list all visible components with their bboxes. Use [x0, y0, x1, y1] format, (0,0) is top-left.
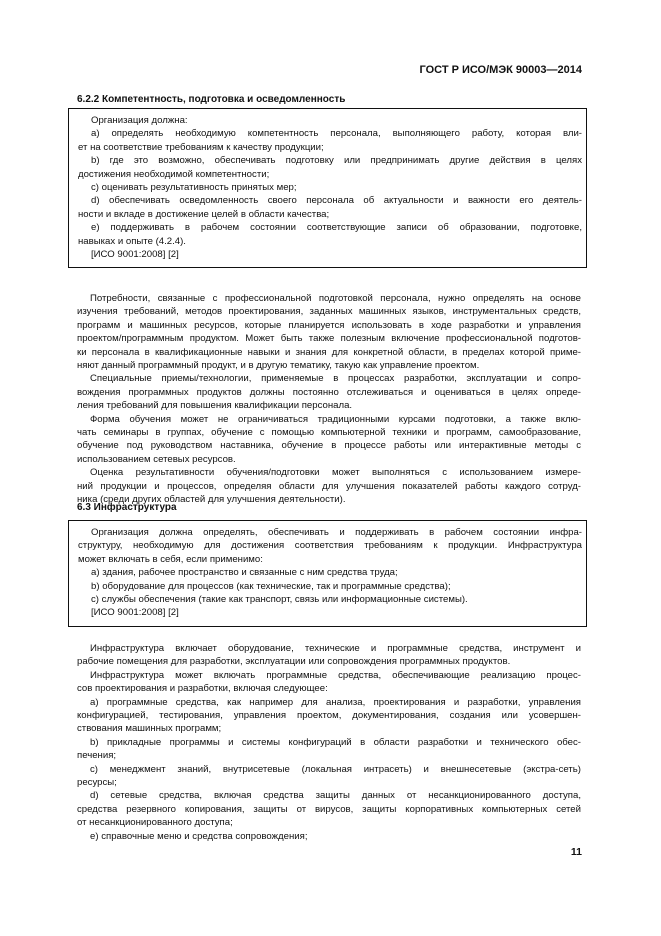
text-line: вождения программных продуктов должны постоянно отслеживаться и оцениваться в целях опреде-: [77, 386, 581, 398]
text-line: чать семинары в группах, обучение с помощью компьютерной техники и программ, самообразование,: [77, 427, 581, 439]
text-line: обучение под руководством наставника, обучение в процессе работы или интерактивные методы с: [77, 440, 581, 452]
text-line: использованием сетевых ресурсов.: [77, 453, 236, 465]
text-line: сов проектирования и разработки, включая следующее:: [77, 683, 328, 695]
text-line: ствования машинных программ;: [77, 723, 222, 735]
text-line: [ИСО 9001:2008] [2]: [91, 249, 179, 261]
text-line: няют данный программный продукт, и в другую тематику, такую как управление проектом.: [77, 360, 480, 372]
text-line: рабочие помещения для разработки, эксплуатации или сопровождения программных продуктов.: [77, 656, 511, 668]
text-line: Специальные приемы/технологии, применяемые в процессах разработки, эксплуатации и сопро-: [90, 373, 581, 385]
text-line: ресурсы;: [77, 777, 117, 789]
text-line: ний продукции и процессов, определяя области для улучшения показателей работы каждого сотруд-: [77, 480, 581, 492]
text-line: ки персонала в квалификационные навыки и знания для конкретной области, в пределах которой приме-: [77, 346, 581, 358]
text-line: Инфраструктура может включать программные средства, обеспечивающие реализацию процес-: [90, 669, 581, 681]
text-line: средства резервного копирования, защиты от вирусов, защиты корпоративных компьютерных сетей: [77, 803, 581, 815]
text-line: достижения необходимой компетентности;: [78, 168, 270, 180]
text-line: ности и вкладе в достижение целей в области качества;: [78, 208, 330, 220]
text-line: Потребности, связанные с профессиональной подготовкой персонала, нужно определять на основе: [90, 293, 581, 304]
text-line: e) поддерживать в рабочем состоянии соответствующие записи об образовании, подготовке,: [91, 222, 582, 234]
text-line: навыках и опыте (4.2.4).: [78, 235, 186, 247]
text-line: Организация должна определять, обеспечивать и поддерживать в рабочем состоянии инфра-: [91, 527, 582, 538]
text-line: a) определять необходимую компетентность персонала, выполняющего работу, которая вли-: [91, 128, 582, 140]
text-line: c) менеджмент знаний, внутрисетевые (локальная интрасеть) и внешнесетевые (экстра-сеть): [90, 763, 581, 775]
section-heading-6-3: 6.3 Инфраструктура: [77, 502, 177, 513]
text-line: a) программные средства, как например для анализа, проектирования и разработки, управления: [90, 696, 581, 708]
text-line: a) здания, рабочее пространство и связанные с ним средства труда;: [91, 567, 398, 579]
text-line: b) прикладные программы и системы конфигураций в области разработки и технического обес-: [90, 736, 581, 748]
body-text-competence: [77, 292, 581, 507]
section-heading-6-2-2: 6.2.2 Компетентность, подготовка и осведомленность: [77, 94, 346, 105]
quote-text: [78, 114, 582, 261]
text-line: e) справочные меню и средства сопровождения;: [90, 830, 308, 842]
page-number: 11: [570, 846, 582, 858]
text-line: проектом/программным продуктом. Может быть также полезным включение профессиональной подготов-: [77, 333, 581, 345]
text-line: конфигурацией, тестирования, управления проектом, документирования, создания или усовершен-: [77, 710, 581, 722]
text-line: структуру, необходимую для достижения соответствия требованиям к продукции. Инфраструктура: [78, 540, 582, 552]
text-line: ления требований для повышения квалификации персонала.: [77, 400, 353, 412]
text-line: d) сетевые средства, включая средства защиты данных от несанкционированного доступа,: [90, 790, 581, 802]
text-line: Форма обучения может не ограничиваться традиционными курсами подготовки, а также вклю-: [90, 413, 581, 425]
text-line: печения;: [77, 750, 117, 762]
text-line: b) оборудование для процессов (как технические, так и программные средства);: [91, 580, 451, 592]
quote-box-iso-requirements-competence: [68, 108, 587, 268]
text-line: ника (среди других областей для улучшения деятельности).: [77, 494, 346, 506]
body-text-infrastructure: [77, 642, 581, 843]
text-line: изучения требований, методов проектирования, заданных машинных языков, инструментальных средств,: [77, 306, 581, 318]
text-line: Организация должна:: [91, 115, 188, 126]
text-line: c) службы обеспечения (такие как транспорт, связь или информационные системы).: [91, 594, 468, 606]
quote-box-iso-requirements-infrastructure: [68, 520, 587, 627]
text-line: от несанкционированного доступа;: [77, 817, 233, 829]
document-header: ГОСТ Р ИСО/МЭК 90003—2014: [419, 64, 582, 76]
text-line: [ИСО 9001:2008] [2]: [91, 607, 179, 619]
text-line: c) оценивать результативность принятых мер;: [91, 182, 297, 194]
quote-text: [78, 526, 582, 620]
text-line: b) где это возможно, обеспечивать подготовку или предпринимать другие действия в целях: [91, 155, 582, 167]
text-line: ет на соответствие требованиям к качеству продукции;: [78, 141, 324, 153]
text-line: Инфраструктура включает оборудование, технические и программные средства, инструмент и: [90, 643, 581, 654]
text-line: может включать в себя, если применимо:: [78, 553, 263, 565]
text-line: d) обеспечивать осведомленность своего персонала об актуальности и важности его деятель-: [91, 195, 582, 207]
text-line: программ и машинных ресурсов, которые планируется использовать в ходе разработки и управления: [77, 319, 581, 331]
text-line: Оценка результативности обучения/подготовки может выполняться с использованием измере-: [90, 467, 581, 479]
